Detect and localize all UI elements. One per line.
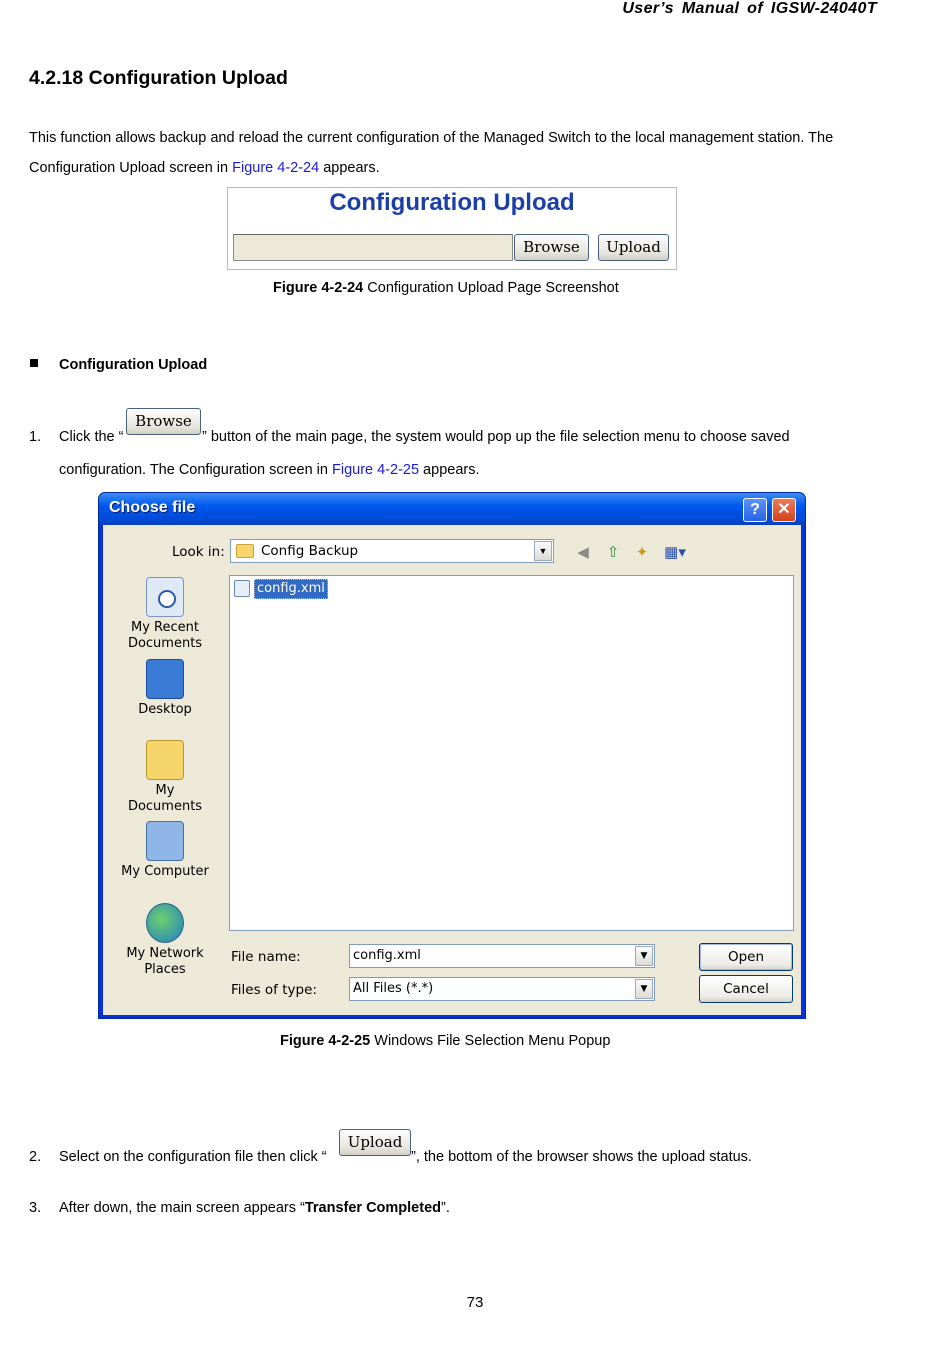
place-label-line1: Desktop [138,702,192,717]
place-my-documents[interactable] [117,740,213,815]
choose-file-dialog [98,492,806,1019]
intro-line-2 [29,158,380,178]
chevron-down-icon[interactable]: ▼ [534,541,552,561]
caption-text: Configuration Upload Page Screenshot [363,280,619,296]
figure-4-2-25-caption [280,1033,610,1049]
folder-icon [236,544,254,558]
caption-figure-number: Figure 4-2-24 [273,280,364,296]
step-1-line-2-post: appears. [419,462,480,478]
file-name-text: config.xml [254,579,328,599]
section-title: 4.2.18 Configuration Upload [29,67,288,89]
dialog-title: Choose file [109,499,196,516]
step-1-line-2-pre: configuration. The Configuration screen in [59,462,332,478]
step-3-post: ”. [441,1200,450,1216]
view-menu-icon[interactable]: ▦▾ [664,544,686,561]
step-3-number: 3. [29,1200,42,1216]
bullet-heading: Configuration Upload [59,357,208,373]
step-2-number: 2. [29,1149,42,1165]
figure-4-2-25-link[interactable]: Figure 4-2-25 [331,462,420,478]
place-my-recent-documents[interactable] [117,577,213,652]
place-desktop[interactable] [117,659,213,718]
file-name-input[interactable] [349,944,655,968]
file-name-label: File name: [231,949,301,965]
step-1-post: ” button of the main page, the system would pop up the file selection menu to choose saved [202,429,790,445]
place-my-computer[interactable] [117,821,213,880]
dialog-body [103,525,801,1015]
figure-4-2-24-link[interactable]: Figure 4-2-24 [232,160,320,176]
panel-title: Configuration Upload [329,189,575,216]
file-type-select[interactable] [349,977,655,1001]
up-folder-icon[interactable]: ⇧ [606,544,620,561]
step-2-pre: Select on the configuration file then click “ [59,1149,327,1165]
upload-button[interactable]: Upload [598,234,669,261]
place-label-line1: My Documents [127,783,203,814]
place-my-network-places[interactable] [117,903,213,978]
config-upload-panel [227,187,677,270]
look-in-label: Look in: [172,544,225,560]
caption-text: Windows File Selection Menu Popup [370,1033,611,1049]
chevron-down-icon[interactable]: ▼ [635,946,653,966]
step-1-pre: Click the “ [59,429,124,445]
chevron-down-icon[interactable]: ▼ [635,979,653,999]
cancel-button[interactable]: Cancel [699,975,793,1003]
intro-line-2-pre: Configuration Upload screen in [29,160,233,176]
clock-icon [146,577,184,617]
step-3-text [59,1198,450,1218]
help-button[interactable]: ? [743,498,767,522]
documents-folder-icon [146,740,184,780]
computer-icon [146,821,184,861]
intro-line-1: This function allows backup and reload the current configuration of the Managed Switch to the local management station. The [29,130,834,146]
file-path-input[interactable] [233,234,513,261]
manual-header: User’s Manual of IGSW-24040T [622,0,877,17]
step-1-number: 1. [29,429,42,445]
dialog-titlebar[interactable] [99,493,805,525]
step-1-line-2 [59,460,480,480]
look-in-combo[interactable] [230,539,554,563]
file-type-label: Files of type: [231,982,317,998]
step-2-post: ”, the bottom of the browser shows the upload status. [411,1149,752,1165]
new-folder-icon[interactable]: ✦ [635,544,649,561]
caption-figure-number: Figure 4-2-25 [280,1033,371,1049]
step-3-bold: Transfer Completed [304,1200,441,1216]
figure-4-2-24-caption [273,280,619,296]
intro-line-2-post: appears. [319,160,380,176]
place-label-line1: My Computer [121,864,209,879]
network-globe-icon [146,903,184,943]
step-3-pre: After down, the main screen appears “ [59,1200,305,1216]
page-number: 73 [466,1294,484,1311]
inline-browse-button: Browse [126,408,201,435]
place-label-line1: My Recent [131,620,199,635]
file-type-value: All Files (*.*) [353,981,434,996]
browse-button[interactable]: Browse [514,234,589,261]
inline-upload-button: Upload [339,1129,411,1156]
file-list[interactable] [229,575,794,931]
open-button[interactable]: Open [699,943,793,971]
xml-file-icon [234,580,250,597]
bullet-square-icon [30,359,38,367]
look-in-value: Config Backup [261,543,359,559]
place-label-line2: Documents [127,636,203,651]
place-label-line2: Places [144,962,186,977]
back-icon[interactable]: ◀ [577,544,589,561]
close-button[interactable]: ✕ [772,498,796,522]
desktop-icon [146,659,184,699]
file-name-value: config.xml [353,948,421,963]
place-label-line1: My Network [126,946,204,961]
